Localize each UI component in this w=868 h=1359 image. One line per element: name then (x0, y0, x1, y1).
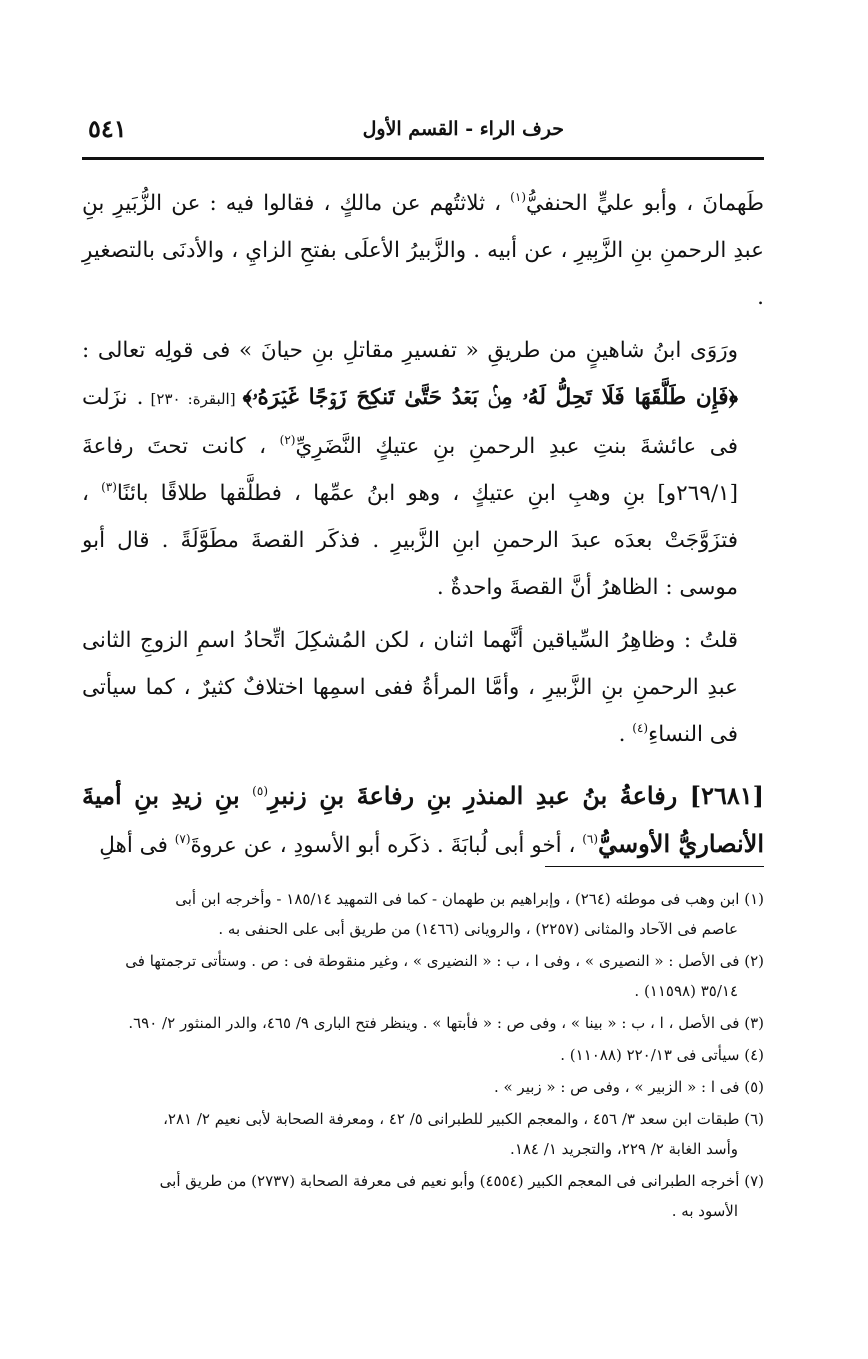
paragraph-2 (82, 327, 764, 611)
paragraph-1-text-a: طَهمانَ ، وأبو عليٍّ الحنفيُّ (526, 191, 764, 216)
footnote-3-text: (٣) فى الأصل ، ا ، ب : « بينا » ، وفى ص : « فأبتها » . وينظر فتح البارى ٩/ ٤٦٥، والدر المنثور ٢/ ٦٩٠. (128, 1014, 764, 1032)
paragraph-1-text-b: ، ثلاثتُهم عن مالكٍ ، فقالوا فيه : عن الزُّبَيرِ بنِ عبدِ الرحمنِ بنِ الزَّبِيرِ ، عن أبيه . والزَّبيرُ الأعلَى بفتحِ الزايِ ، والأدنَى بالتصغيرِ . (82, 191, 764, 310)
footnote-6 (82, 1104, 764, 1164)
main-text (82, 180, 764, 870)
paragraph-2-text-b: . نزَلت فى عائشةَ بنتِ عبدِ الرحمنِ بنِ عتيكٍ النَّضَرِيِّ (82, 385, 738, 459)
running-header (82, 110, 764, 150)
footnote-marker-6: (٦) (582, 832, 599, 846)
footnote-2 (82, 946, 764, 1006)
header-rule (82, 157, 764, 160)
footnote-7-continuation: الأسود به . (671, 1202, 738, 1220)
paragraph-2-text-d: ، فتزَوَّجَتْ بعدَه عبدَ الرحمنِ ابنِ الزَّبيرِ . فذكَر القصةَ مطَوَّلَةً . قال أبو موسى : الظاهرُ أنَّ القصةَ واحدةٌ . (82, 481, 738, 600)
paragraph-3 (82, 617, 764, 758)
footnotes (82, 884, 764, 1226)
footnote-2-text: (٢) فى الأصل : « النصيرى » ، وفى ا ، ب : « النضيرى » ، وغير منقوطة فى : ص . وستأتى ترجمتها فى (125, 952, 764, 970)
paragraph-2-text-c: ، كانت تحتَ رفاعةَ [٢٦٩/١و] بنِ وهبِ ابنِ عتيكٍ ، وهو ابنُ عمِّها ، فطلَّقها طلاقًا بائنًا (82, 434, 738, 506)
footnote-5-text: (٥) فى ا : « الزبير » ، وفى ص : « زبير » . (493, 1078, 764, 1096)
paragraph-3-text-a: قلتُ : وظاهِرُ السِّياقين أنَّهما اثنان ، لكن المُشكِلَ اتِّحادُ اسمِ الزوجِ الثانى عبدِ الرحمنِ بنِ الزَّبيرِ ، وأمَّا المرأةُ ففى اسمِها اختلافٌ كثيرٌ ، كما سيأتى فى النساءِ (82, 628, 738, 747)
biography-entry-2681 (82, 772, 764, 870)
header-title: حرف الراء - القسم الأول (362, 118, 564, 140)
footnote-1 (82, 884, 764, 944)
footnote-6-continuation: وأسد الغابة ٢/ ٢٢٩، والتجريد ١/ ١٨٤. (510, 1140, 738, 1158)
quran-verse: ﴿فَإِن طَلَّقَهَا فَلَا تَحِلُّ لَهُۥ مِنۢ بَعۡدُ حَتَّىٰ تَنكِحَ زَوۡجًا غَيۡرَهُۥ﴾ (242, 385, 738, 410)
footnote-marker-2: (٢) (279, 433, 296, 447)
entry-text: ، أخو أبى لُبابَةَ . ذكَره أبو الأسودِ ، عن عروةَ (190, 833, 583, 858)
entry-heading-part-2: بنِ زيدِ بنِ أميةَ الأنصاريُّ الأوسيُّ (82, 781, 764, 858)
footnote-7-text: (٧) أخرجه الطبرانى فى المعجم الكبير (٤٥٥٤) وأبو نعيم فى معرفة الصحابة (٢٧٣٧) من طريق أبى (159, 1172, 764, 1190)
footnote-marker-1: (١) (510, 190, 526, 204)
footnote-1-text: (١) ابن وهب فى موطئه (٢٦٤) ، وإبراهيم بن طهمان - كما فى التمهيد ١٨٥/١٤ - وأخرجه ابن أبى (175, 890, 764, 908)
page-number: ٥٤١ (88, 114, 127, 143)
paragraph-3-text-b: . (618, 722, 633, 747)
footnote-5 (82, 1072, 764, 1102)
footnote-2-continuation: ٣٥/١٤ (١١٥٩٨) . (634, 982, 738, 1000)
footnote-marker-7: (٧) (174, 832, 191, 846)
footnote-7 (82, 1166, 764, 1226)
paragraph-1 (82, 180, 764, 321)
paragraph-2-text-a: ورَوَى ابنُ شاهينٍ من طريقِ « تفسيرِ مقاتلِ بنِ حيانَ » فى قولِه تعالى : (82, 338, 738, 363)
footnote-1-continuation: عاصم فى الآحاد والمثانى (٢٢٥٧) ، والرويانى (١٤٦٦) من طريق أبى على الحنفى به . (218, 920, 738, 938)
footnote-separator (545, 866, 764, 867)
footnote-marker-5: (٥) (252, 784, 268, 798)
entry-heading-part-1: [٢٦٨١] رفاعةُ بنُ عبدِ المنذرِ بنِ رفاعةَ بنِ زنبرِ (268, 781, 764, 810)
footnote-3 (82, 1008, 764, 1038)
verse-reference: [البقرة: ٢٣٠] (143, 390, 243, 408)
footnote-marker-4: (٤) (632, 721, 649, 735)
footnote-4 (82, 1040, 764, 1070)
footnote-4-text: (٤) سيأتى فى ٢٢٠/١٣ (١١٠٨٨) . (560, 1046, 764, 1064)
footnote-marker-3: (٣) (101, 480, 117, 494)
footnote-6-text: (٦) طبقات ابن سعد ٣/ ٤٥٦ ، والمعجم الكبير للطبرانى ٥/ ٤٢ ، ومعرفة الصحابة لأبى نعيم ٢/ ٢٨١، (163, 1110, 764, 1128)
entry-text-tail: فى أهلِ (99, 833, 175, 858)
